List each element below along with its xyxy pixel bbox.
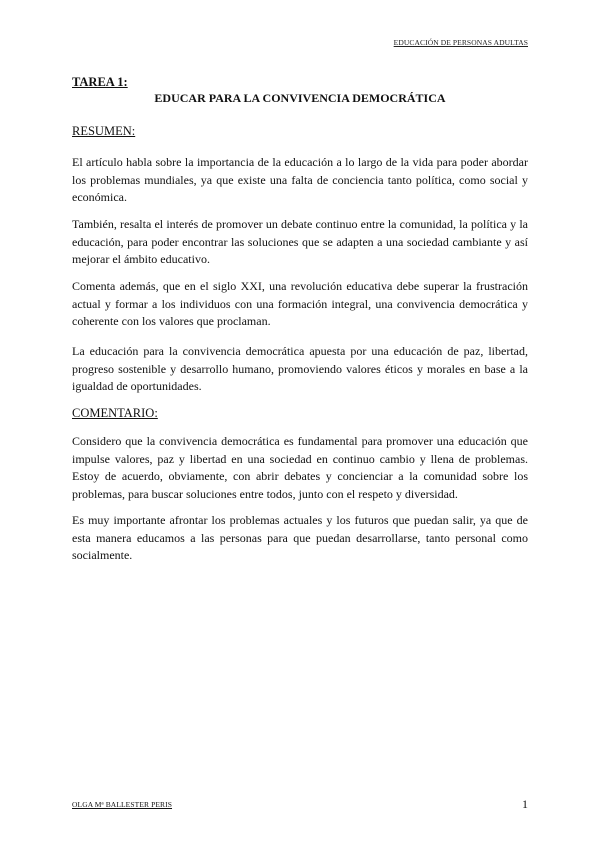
summary-paragraph-3: Comenta además, que en el siglo XXI, una revolución educativa debe superar la frustración actual y formar a los individuos con una formación integral, una convivencia democrática y coherente con los valores que proclaman. xyxy=(72,279,528,328)
summary-paragraph-2: También, resalta el interés de promover un debate continuo entre la comunidad, la política y la educación, para poder encontrar las soluciones que se adapten a una sociedad cambiante y así mejorar el ámbito educativo. xyxy=(72,217,528,266)
summary-paragraph-4: La educación para la convivencia democrática apuesta por una educación de paz, libertad, progreso sostenible y desarrollo humano, promoviendo valores éticos y morales en base a la igualdad de oportunidades. xyxy=(72,344,528,393)
running-header: EDUCACIÓN DE PERSONAS ADULTAS xyxy=(393,38,528,47)
task-label: TAREA 1: xyxy=(72,75,128,89)
document-title: EDUCAR PARA LA CONVIVENCIA DEMOCRÁTICA xyxy=(154,91,446,105)
comment-paragraph-1: Considero que la convivencia democrática es fundamental para promover una educación que impulse valores, paz y libertad en una sociedad en continuo cambio y llena de problemas. Estoy de acuerdo, obviamente, con abrir debates y concienciar a la comunidad sobre los problemas, para buscar soluciones entre todos, junto con el respeto y diversidad. xyxy=(72,434,528,501)
summary-heading: RESUMEN: xyxy=(72,124,136,138)
comment-paragraph-2: Es muy importante afrontar los problemas actuales y los futuros que puedan salir, ya que de esta manera educamos a las personas para que puedan desarrollarse, tanto personal como socialmente. xyxy=(72,513,528,562)
comment-heading: COMENTARIO: xyxy=(72,406,158,420)
summary-paragraph-1: El artículo habla sobre la importancia de la educación a lo largo de la vida para poder abordar los problemas mundiales, ya que existe una falta de conciencia tanto política, como social y económica. xyxy=(72,155,528,204)
page-number: 1 xyxy=(522,797,528,811)
footer-author: OLGA Mª BALLESTER PERIS xyxy=(72,800,173,809)
